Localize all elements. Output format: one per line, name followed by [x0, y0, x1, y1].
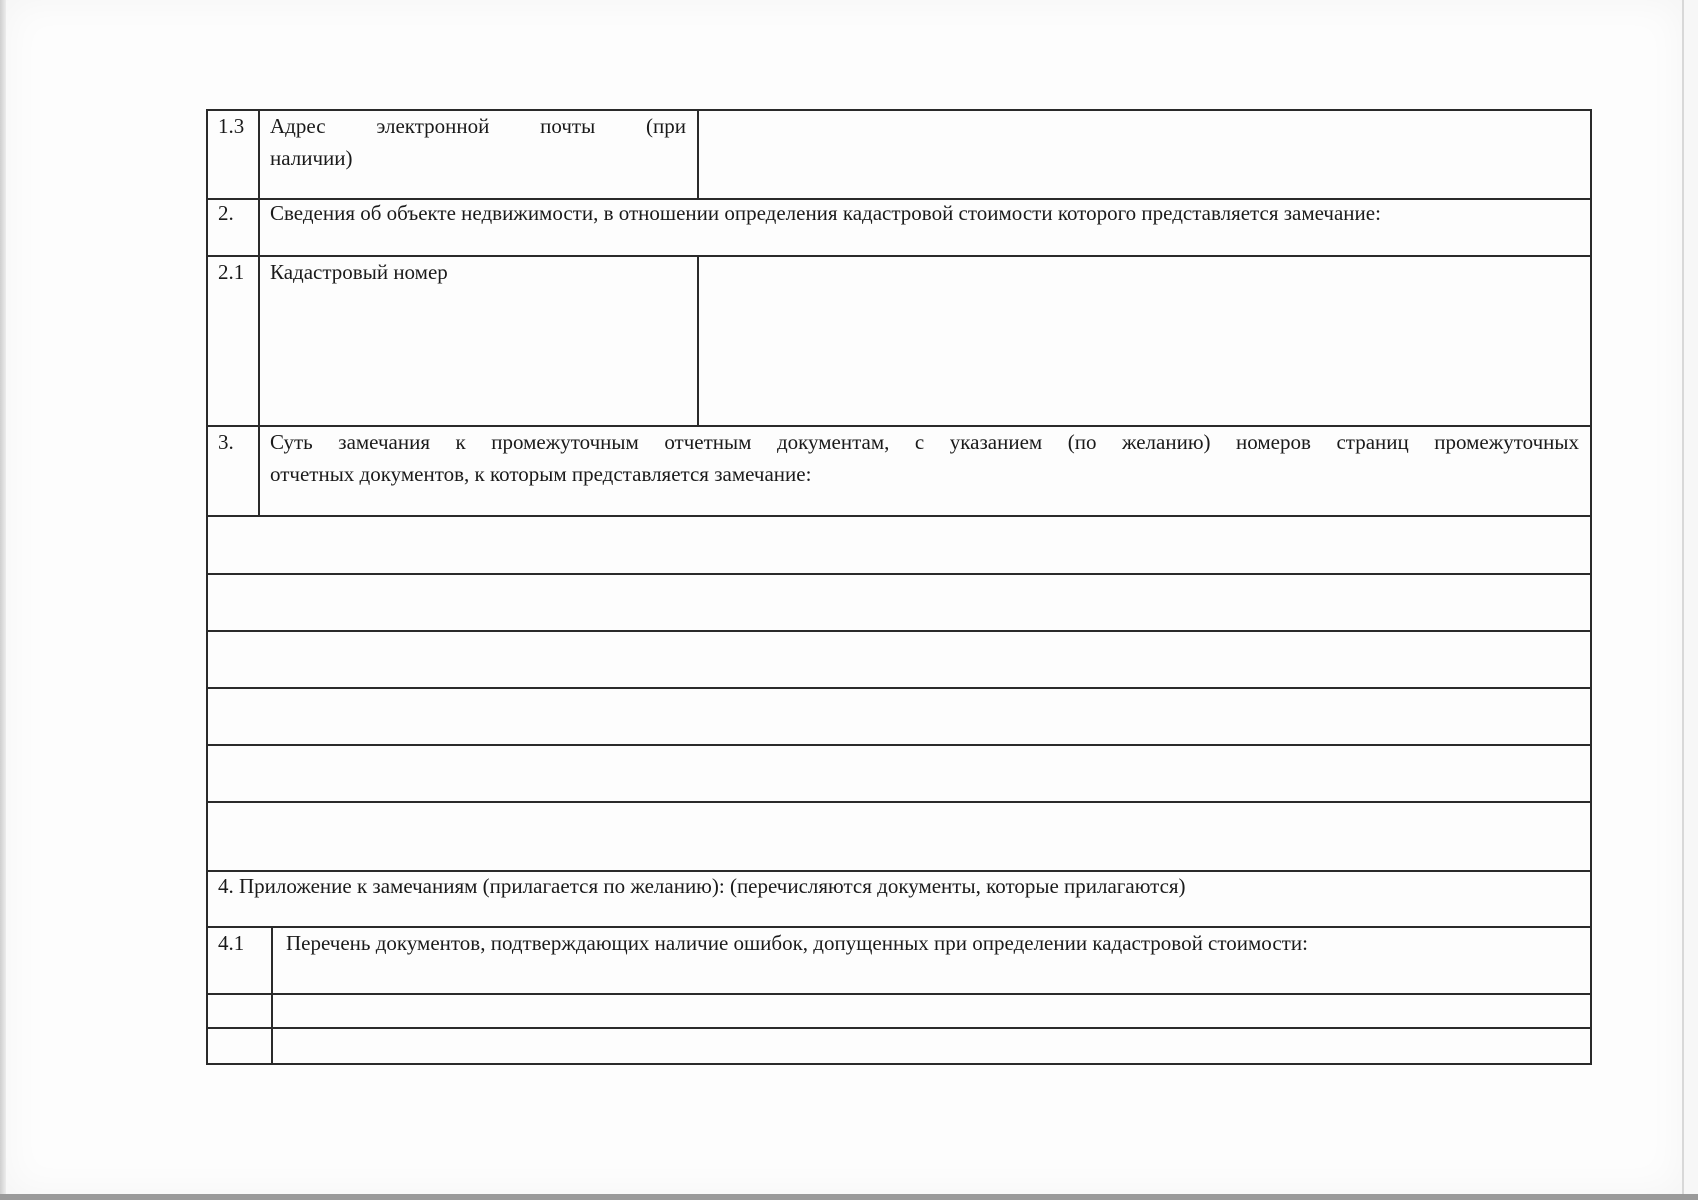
- remark-blank-line[interactable]: [208, 632, 1589, 686]
- remark-blank-line[interactable]: [208, 803, 1589, 869]
- remark-essence-line1: Суть замечания к промежуточным отчетным документам, с указанием (по желанию) номеров страниц промежуточных: [270, 430, 1579, 454]
- email-label-line2: наличии): [270, 146, 353, 170]
- cadastral-number-field[interactable]: [699, 257, 1589, 424]
- form-table: [206, 109, 1592, 1065]
- attachments-heading: 4. Приложение к замечаниям (прилагается по желанию): (перечисляются документы, которые прилагаются): [218, 874, 1186, 898]
- property-info-heading: Сведения об объекте недвижимости, в отношении определения кадастровой стоимости которого представляется замечание:: [270, 201, 1381, 225]
- document-page: [6, 0, 1684, 1196]
- scan-bottom-edge: [0, 1194, 1698, 1200]
- row-number: 2.: [218, 201, 234, 225]
- row-number: 1.3: [218, 114, 245, 138]
- row-number: 2.1: [218, 260, 245, 284]
- remark-blank-line[interactable]: [208, 517, 1589, 572]
- remark-essence-line2: отчетных документов, к которым представляется замечание:: [270, 462, 812, 486]
- email-value-field[interactable]: [699, 111, 1589, 197]
- number-column-divider: [258, 109, 260, 515]
- email-label-line1: Адрес электронной почты (при: [270, 114, 686, 138]
- remark-blank-line[interactable]: [208, 575, 1589, 629]
- remark-blank-line[interactable]: [208, 746, 1589, 800]
- table-border-bottom: [206, 1063, 1592, 1065]
- document-list-blank-row[interactable]: [273, 1029, 1589, 1062]
- document-list-blank-row[interactable]: [273, 995, 1589, 1026]
- cadastral-number-label: Кадастровый номер: [270, 260, 448, 284]
- documents-list-label: Перечень документов, подтверждающих наличие ошибок, допущенных при определении кадастровой стоимости:: [286, 931, 1308, 955]
- remark-blank-line[interactable]: [208, 689, 1589, 743]
- row-number: 4.1: [218, 931, 245, 955]
- table-border-right: [1590, 109, 1592, 1065]
- row-number: 3.: [218, 430, 234, 454]
